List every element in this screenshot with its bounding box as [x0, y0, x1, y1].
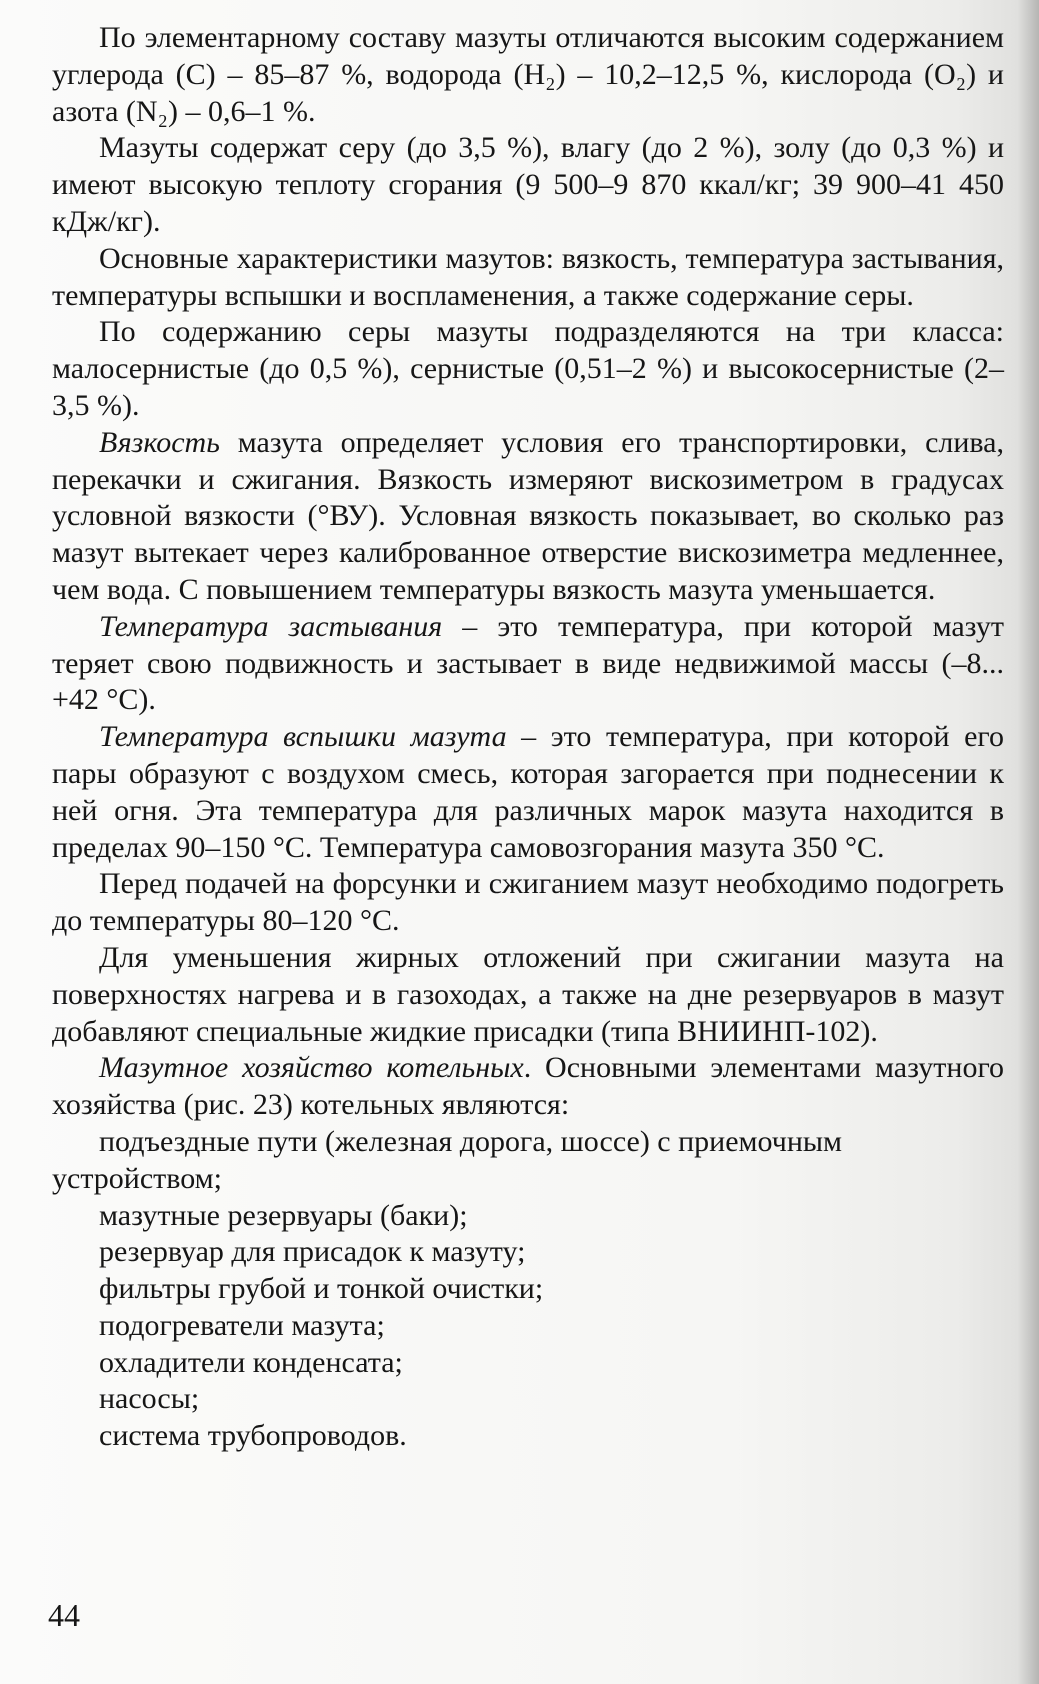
paragraph-composition	[52, 20, 1004, 130]
paragraph-additives	[52, 940, 1004, 1050]
book-spine-shadow	[1017, 0, 1039, 1684]
list-item: фильтры грубой и тонкой очистки;	[99, 1272, 544, 1306]
list-item: охладители конденсата;	[99, 1345, 403, 1379]
paragraph-text: По элементарному составу мазуты отличаются высоким содержанием углерода (С) – 85–87 %, водорода (Н₂) – 10,2–12,5 %, кислорода (О₂) и азота (N₂) – 0,6–1 %.	[52, 21, 1004, 128]
paragraph-text: По содержанию серы мазуты подразделяются на три класса: малосернистые (до 0,5 %), сернистые (0,51–2 %) и высокосернистые (2–3,5 %).	[52, 315, 1004, 422]
paragraph-text: мазута определяет условия его транспортировки, слива, перекачки и сжигания. Вязкость измеряют вискозиметром в градусах условной вязкости (°ВУ). Условная вязкость показывает, во сколько раз мазут вытекает через калиброванное отверстие вискозиметра медленнее, чем вода. С повышением температуры вязкость мазута уменьшается.	[52, 425, 1004, 606]
page-number: 44	[48, 1597, 80, 1633]
body-text	[52, 20, 1004, 1455]
paragraph-sulfur-classes	[52, 314, 1004, 424]
list-item: мазутные резервуары (баки);	[99, 1198, 468, 1232]
paragraph-sulfur-heat	[52, 130, 1004, 240]
list-item: подогреватели мазута;	[99, 1308, 385, 1342]
term-italic: Мазутное хозяйство котельных	[99, 1051, 524, 1085]
paragraph-text: Мазуты содержат серу (до 3,5 %), влагу (до 2 %), золу (до 0,3 %) и имеют высокую теплоту сгорания (9 500–9 870 ккал/кг; 39 900–41 450 кДж/кг).	[52, 131, 1004, 238]
list-item: подъездные пути (железная дорога, шоссе) с приемочным устройством;	[52, 1124, 843, 1195]
paragraph-text: Для уменьшения жирных отложений при сжигании мазута на поверхностях нагрева и в газоходах, а также на дне резервуаров в мазут добавляют специальные жидкие присадки (типа ВНИИНП-102).	[52, 940, 1004, 1048]
list-item: система трубопроводов.	[99, 1419, 407, 1453]
paragraph-preheating	[52, 866, 1004, 940]
paragraph-text: Перед подачей на форсунки и сжиганием мазут необходимо подогреть до температуры 80–120 °С.	[52, 867, 1004, 938]
paragraph-text: – это температура, при которой мазут теряет свою подвижность и застывает в виде недвижимой массы (–8... +42 °С).	[52, 609, 1004, 717]
paragraph-flash-point	[52, 719, 1004, 866]
paragraph-characteristics	[52, 241, 1004, 315]
paragraph-text: – это температура, при которой его пары образуют с воздухом смесь, которая загорается при поднесении к ней огня. Эта температура для различных марок мазута находится в пределах 90–150 °С. Температура самовозгорания мазута 350 °С.	[52, 720, 1004, 864]
paragraph-viscosity	[52, 425, 1004, 609]
term-italic: Вязкость	[99, 425, 220, 459]
term-italic: Температура застывания	[99, 609, 443, 643]
paragraph-fuel-oil-facility	[52, 1050, 1004, 1124]
list-item: насосы;	[99, 1382, 200, 1416]
paragraph-text: Основные характеристики мазутов: вязкость, температура застывания, температуры вспышки и воспламенения, а также содержание серы.	[52, 241, 1004, 312]
term-italic: Температура вспышки мазута	[99, 720, 507, 754]
paragraph-pour-point	[52, 609, 1004, 719]
list-item: резервуар для присадок к мазуту;	[99, 1235, 526, 1269]
paragraph-text: . Основными элементами мазутного хозяйства (рис. 23) котельных являются:	[52, 1051, 1005, 1122]
